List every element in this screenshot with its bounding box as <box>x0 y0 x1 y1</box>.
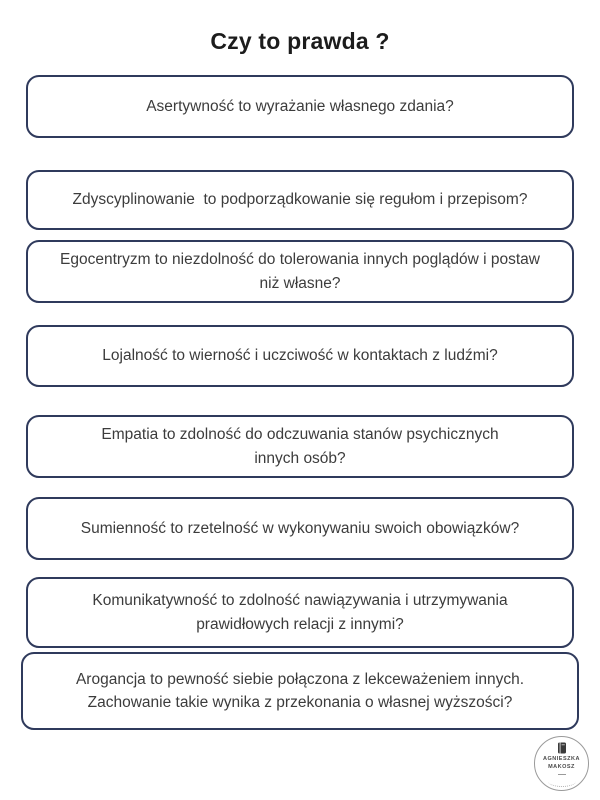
question-text: Egocentryzm to niezdolność do tolerowania innych poglądów i postaw niż własne? <box>60 251 545 292</box>
question-card <box>26 415 574 478</box>
question-text: Sumienność to rzetelność w wykonywaniu swoich obowiązków? <box>80 519 520 537</box>
question-card <box>21 652 579 730</box>
question-card <box>26 75 574 138</box>
logo-divider <box>558 774 566 775</box>
question-text: Empatia to zdolność do odczuwania stanów psychicznych innych osób? <box>101 426 503 467</box>
logo-name-line2: MAKOSZ <box>548 763 575 770</box>
question-card <box>26 325 574 387</box>
question-card <box>26 577 574 648</box>
question-card <box>26 240 574 303</box>
logo-badge <box>534 736 589 791</box>
question-card <box>26 497 574 560</box>
question-text: Asertywność to wyrażanie własnego zdania? <box>146 97 454 115</box>
question-text: Arogancja to pewność siebie połączona z lekceważeniem innych. Zachowanie takie wynika z przekonania o własnej wyższości? <box>75 670 529 711</box>
logo-name <box>543 756 580 771</box>
logo-arc-decoration <box>548 776 576 787</box>
logo-name-line1: AGNIESZKA <box>543 756 580 763</box>
question-card <box>26 170 574 230</box>
page-title: Czy to prawda ? <box>210 28 390 54</box>
question-text: Komunikatywność to zdolność nawiązywania i utrzymywania prawidłowych relacji z innymi? <box>92 592 512 633</box>
question-text: Lojalność to wierność i uczciwość w kontaktach z ludźmi? <box>102 347 498 365</box>
notebook-icon <box>557 742 567 754</box>
question-text: Zdyscyplinowanie to podporządkowanie się regułom i przepisom? <box>72 191 528 209</box>
